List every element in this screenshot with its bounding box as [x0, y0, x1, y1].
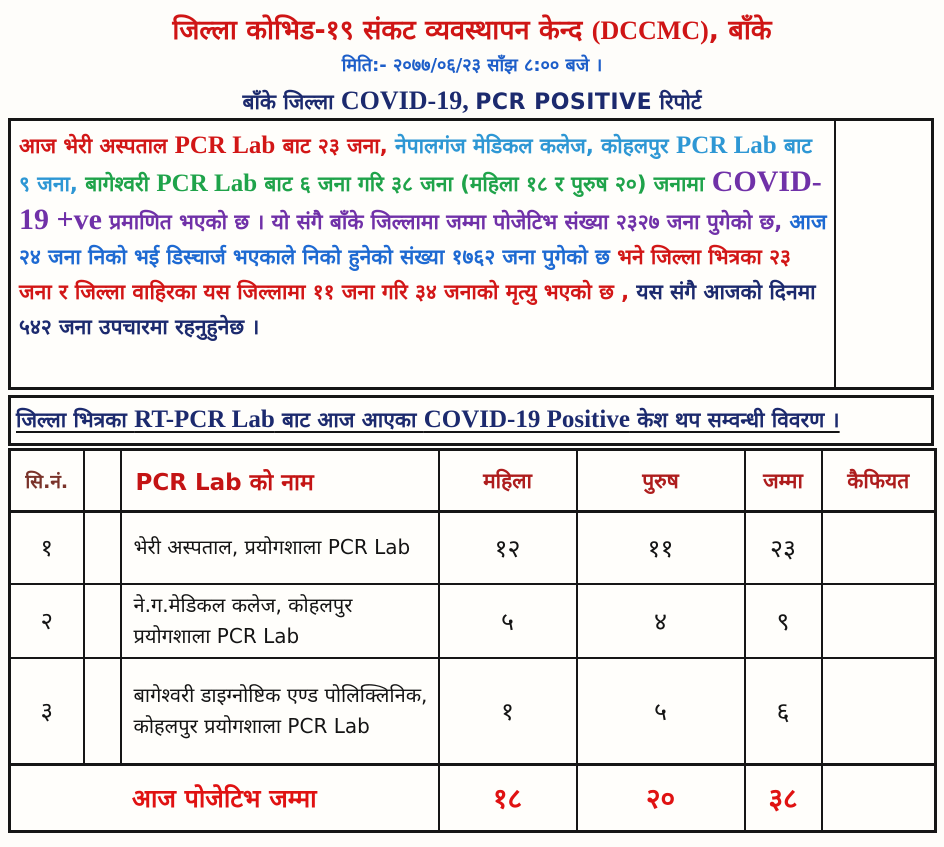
report-subtitle	[0, 86, 944, 116]
col-header-male: पुरुष	[577, 450, 745, 512]
table-row	[10, 512, 936, 584]
text-segment: COVID-19,	[340, 86, 476, 115]
lab-name-cell: भेरी अस्पताल, प्रयोगशाला PCR Lab	[121, 512, 439, 584]
col-header-lab-name: PCR Lab को नाम	[121, 450, 439, 512]
remarks-cell	[822, 658, 936, 765]
serial-cell: १	[10, 512, 84, 584]
total-count-cell: ९	[745, 584, 822, 658]
summary-box	[8, 118, 934, 390]
page-title	[0, 14, 944, 48]
report-date: मिति:- २०७७/०६/२३ साँझ ८:०० बजे ।	[341, 55, 603, 76]
total-count-cell: ६	[745, 658, 822, 765]
serial-cell: २	[10, 584, 84, 658]
table-row	[10, 658, 936, 765]
text-segment: COVID-19 Positive	[423, 405, 630, 433]
text-segment: आज २४ जना निको भई डिस्चार्ज भएकाले निको हुनेको संख्या १७६२ जना पुगेको छ	[19, 210, 827, 269]
blank-cell	[84, 658, 121, 765]
text-segment: बाट ६ जना गरि ३८ जना (महिला १८ र पुरुष २०) जनामा	[257, 172, 712, 196]
section-heading-box	[8, 395, 934, 446]
text-segment: जिल्ला भित्रका	[16, 407, 135, 432]
total-male-cell: २०	[577, 765, 745, 832]
text-segment: बाँके जिल्ला	[242, 90, 341, 114]
text-segment: नेपालगंज मेडिकल कलेज, कोहलपुर	[395, 134, 676, 158]
lab-name-cell: बागेश्वरी डाइग्नोष्टिक एण्ड पोलिक्लिनिक, कोहलपुर प्रयोगशाला PCR Lab	[121, 658, 439, 765]
table-row	[10, 584, 936, 658]
male-count-cell: ४	[577, 584, 745, 658]
text-segment: PCR Lab	[156, 170, 258, 197]
total-female-cell: १८	[439, 765, 577, 832]
female-count-cell: १	[439, 658, 577, 765]
male-count-cell: ११	[577, 512, 745, 584]
text-segment: (DCCMC)	[591, 16, 709, 45]
blank-cell	[84, 584, 121, 658]
remarks-cell	[822, 512, 936, 584]
text-segment: PCR Lab	[174, 132, 276, 159]
text-segment: यस संगै आजको दिनमा ५४२ जना उपचारमा रहनुहुनेछ ।	[19, 280, 816, 339]
female-count-cell: ५	[439, 584, 577, 658]
text-segment: बाट ९ जना,	[19, 134, 812, 196]
text-segment: , बाँके	[708, 15, 772, 46]
col-header-serial: सि.नं.	[10, 450, 84, 512]
text-segment: PCR Lab	[675, 132, 777, 159]
col-header-total: जम्मा	[745, 450, 822, 512]
serial-cell: ३	[10, 658, 84, 765]
remarks-cell	[822, 584, 936, 658]
section-heading	[11, 406, 842, 436]
text-segment: जिल्ला कोभिड-१९ संकट व्यवस्थापन केन्द	[172, 15, 592, 46]
text-segment: बाट २३ जना,	[275, 134, 396, 158]
lab-name-cell: ने.ग.मेडिकल कलेज, कोहलपुर प्रयोगशाला PCR Lab	[121, 584, 439, 658]
col-header-blank	[84, 450, 121, 512]
text-segment: बाट आज आएका	[274, 407, 424, 432]
table-total-row	[10, 765, 936, 832]
text-segment: PCR POSITIVE	[475, 90, 653, 115]
text-segment: भने जिल्ला भित्रका २३ जना र जिल्ला वाहिरका यस जिल्लामा ११ जना गरि ३४ जनाको मृत्यु भएको छ ,	[19, 245, 791, 304]
total-label-cell: आज पोजेटिभ जम्मा	[10, 765, 439, 832]
total-overall-cell: ३८	[745, 765, 822, 832]
report-header	[0, 0, 944, 116]
text-segment: COVID-19 +ve	[19, 165, 822, 236]
pcr-results-table	[8, 448, 937, 833]
col-header-remarks: कैफियत	[822, 450, 936, 512]
total-count-cell: २३	[745, 512, 822, 584]
col-header-female: महिला	[439, 450, 577, 512]
total-remarks-cell	[822, 765, 936, 832]
text-segment: RT-PCR Lab	[134, 405, 275, 433]
table-header-row	[10, 450, 936, 512]
summary-paragraph	[11, 121, 834, 387]
text-segment: रिपोर्ट	[652, 90, 702, 114]
text-segment: केश थप सम्वन्धी विवरण ।	[629, 407, 840, 432]
text-segment: प्रमाणित भएको छ । यो संगै बाँके जिल्लामा जम्मा पोजेटिभ संख्या २३२७ जना पुगेको छ,	[101, 210, 790, 234]
blank-cell	[84, 512, 121, 584]
text-segment: बागेश्वरी	[85, 172, 157, 196]
text-segment: आज भेरी अस्पताल	[19, 134, 175, 158]
female-count-cell: १२	[439, 512, 577, 584]
summary-side-cell	[834, 121, 931, 387]
male-count-cell: ५	[577, 658, 745, 765]
